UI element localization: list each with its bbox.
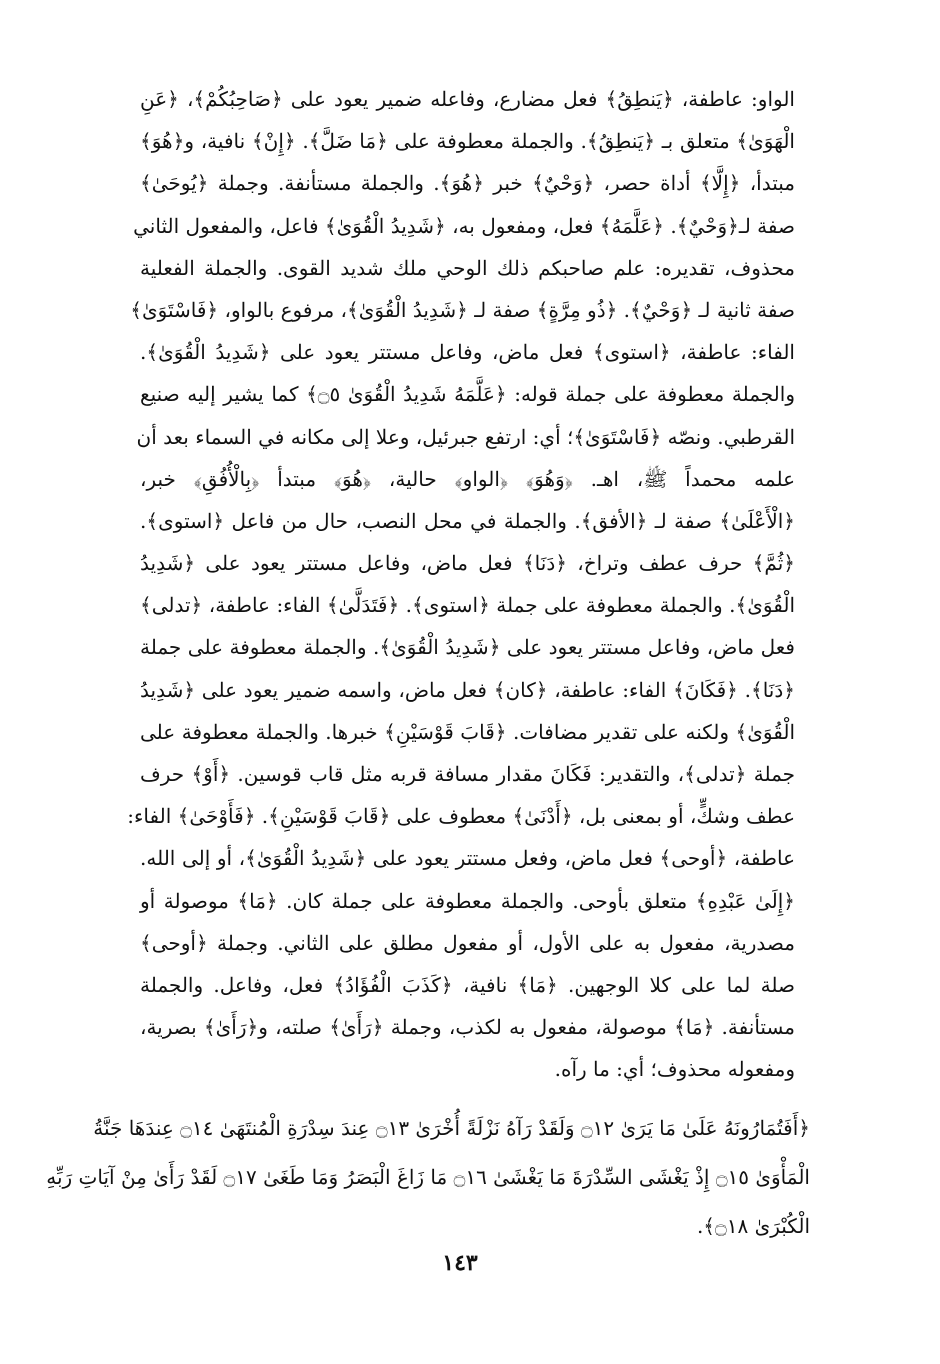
commentary-line: الواو: عاطفة، ﴿يَنطِقُ﴾ فعل مضارع، وفاعله ضمير يعود على ﴿صَاحِبُكُمْ﴾، ﴿عَنِ [140,87,795,111]
commentary-line: الفاء: عاطفة، ﴿استوى﴾ فعل ماض، وفاعل مستتر يعود على ﴿شَدِيدُ الْقُوَىٰ﴾. [140,340,795,365]
commentary-line: علمه محمداً ﷺ، اهـ. ﴿وَهُوَ﴾ ﴿الواو﴾ حالية، ﴿هُوَ﴾ مبتدأ ﴿بِالْأُفُقِ﴾ خبر، [140,466,795,491]
commentary-line: الْهَوَىٰ﴾ متعلق بـ ﴿يَنطِقُ﴾. والجملة معطوفة على ﴿مَا ضَلَّ﴾. ﴿إِنْ﴾ نافية، و﴿هُوَ﴾ [140,129,795,154]
commentary-line: مبتدأ، ﴿إِلَّا﴾ أداة حصر، ﴿وَحْيٌ﴾ خبر ﴿هُوَ﴾. والجملة مستأنفة. وجملة ﴿يُوحَىٰ﴾ [140,171,795,196]
commentary-line: مصدرية، مفعول به على الأول، أو مفعول مطلق على الثاني. وجملة ﴿أوحى﴾ [140,930,795,955]
page-number: ١٤٣ [442,1250,478,1276]
verse-line: ﴿أَفَتُمَارُونَهُ عَلَىٰ مَا يَرَىٰ ۝١٢ وَلَقَدْ رَآهُ نَزْلَةً أُخْرَىٰ ۝١٣ عِندَ سِدْرَةِ الْمُنتَهَىٰ ۝١٤ عِندَهَا جَنَّةُ [93,1116,810,1140]
quran-verses [46,1104,810,1251]
commentary-line: والجملة معطوفة على جملة قوله: ﴿عَلَّمَهُ شَدِيدُ الْقُوَىٰ ۝٥﴾ كما يشير إليه صنيع [140,382,795,407]
verse-line: الْكُبْرَىٰ ۝١٨﴾. [696,1214,810,1238]
commentary-line: ومفعوله محذوف؛ أي: ما رآه. [554,1057,795,1082]
commentary-line: فعل ماض، وفاعل مستتر يعود على ﴿شَدِيدُ الْقُوَىٰ﴾. والجملة معطوفة على جملة [140,635,795,660]
commentary-line: جملة ﴿تدلى﴾، والتقدير: فَكَانَ مقدار مسافة قربه مثل قاب قوسين. ﴿أَوْ﴾ حرف [140,762,795,786]
commentary-line: ﴿إِلَىٰ عَبْدِهِ﴾ متعلق بأوحى. والجملة معطوفة على جملة كان. ﴿مَا﴾ موصولة أو [140,888,795,913]
commentary-line: محذوف، تقديره: علم صاحبكم ذلك الوحي ملك شديد القوى. والجملة الفعلية [140,255,795,280]
commentary-line: ﴿ثُمَّ﴾ حرف عطف وتراخ، ﴿دَنَا﴾ فعل ماض، وفاعل مستتر يعود على ﴿شَدِيدُ [140,551,795,576]
commentary-line: ﴿دَنَا﴾. ﴿فَكَانَ﴾ الفاء: عاطفة، ﴿كان﴾ فعل ماض، واسمه ضمير يعود على ﴿شَدِيدُ [140,677,795,702]
commentary-line: الْقُوَىٰ﴾ ولكنه على تقدير مضافات. ﴿قَابَ قَوْسَيْنِ﴾ خبرها. والجملة معطوفة على [140,719,795,744]
commentary-line: صفة ثانية لـ ﴿وَحْيٌ﴾. ﴿ذُو مِرَّةٍ﴾ صفة لـ ﴿شَدِيدُ الْقُوَىٰ﴾، مرفوع بالواو، ﴿فَاسْتَوَىٰ﴾ [130,297,795,322]
commentary-line: مستأنفة. ﴿مَا﴾ موصولة، مفعول به لكذب، وجملة ﴿رَأَىٰ﴾ صلته، و﴿رَأَىٰ﴾ بصرية، [140,1015,795,1040]
commentary-line: عاطفة، ﴿أوحى﴾ فعل ماض، وفعل مستتر يعود على ﴿شَدِيدُ الْقُوَىٰ﴾، أو إلى الله. [140,846,795,871]
commentary-line: الْقُوَىٰ﴾. والجملة معطوفة على جملة ﴿استوى﴾. ﴿فَتَدَلَّىٰ﴾ الفاء: عاطفة، ﴿تدلى﴾ [140,593,796,618]
verse-line: الْمَأْوَىٰ ۝١٥ إِذْ يَغْشَى السِّدْرَةَ مَا يَغْشَىٰ ۝١٦ مَا زَاغَ الْبَصَرُ وَمَا طَغَىٰ ۝١٧ لَقَدْ رَأَىٰ مِنْ آيَاتِ رَبِّهِ [46,1165,810,1189]
commentary-line: صلة لما على كلا الوجهين. ﴿مَا﴾ نافية، ﴿كَذَبَ الْفُؤَادُ﴾ فعل، وفاعل. والجملة [140,972,795,997]
commentary-line: القرطبي. ونصّه ﴿فَاسْتَوَىٰ﴾؛ أي: ارتفع جبرئيل، وعلا إلى مكانه في السماء بعد أن [136,424,795,449]
commentary-line: ﴿الْأَعْلَىٰ﴾ صفة لـ ﴿الأفق﴾. والجملة في محل النصب، حال من فاعل ﴿استوى﴾. [140,508,795,533]
commentary-line: صفة لـ﴿وَحْيٌ﴾. ﴿عَلَّمَهُ﴾ فعل، ومفعول به، ﴿شَدِيدُ الْقُوَىٰ﴾ فاعل، والمفعول الثاني [133,213,795,238]
grammar-commentary [127,78,796,1091]
commentary-line: عطف وشكٍّ، أو بمعنى بل، ﴿أَدْنَىٰ﴾ معطوف على ﴿قَابَ قَوْسَيْنِ﴾. ﴿فَأَوْحَىٰ﴾ الفاء: [127,804,795,829]
